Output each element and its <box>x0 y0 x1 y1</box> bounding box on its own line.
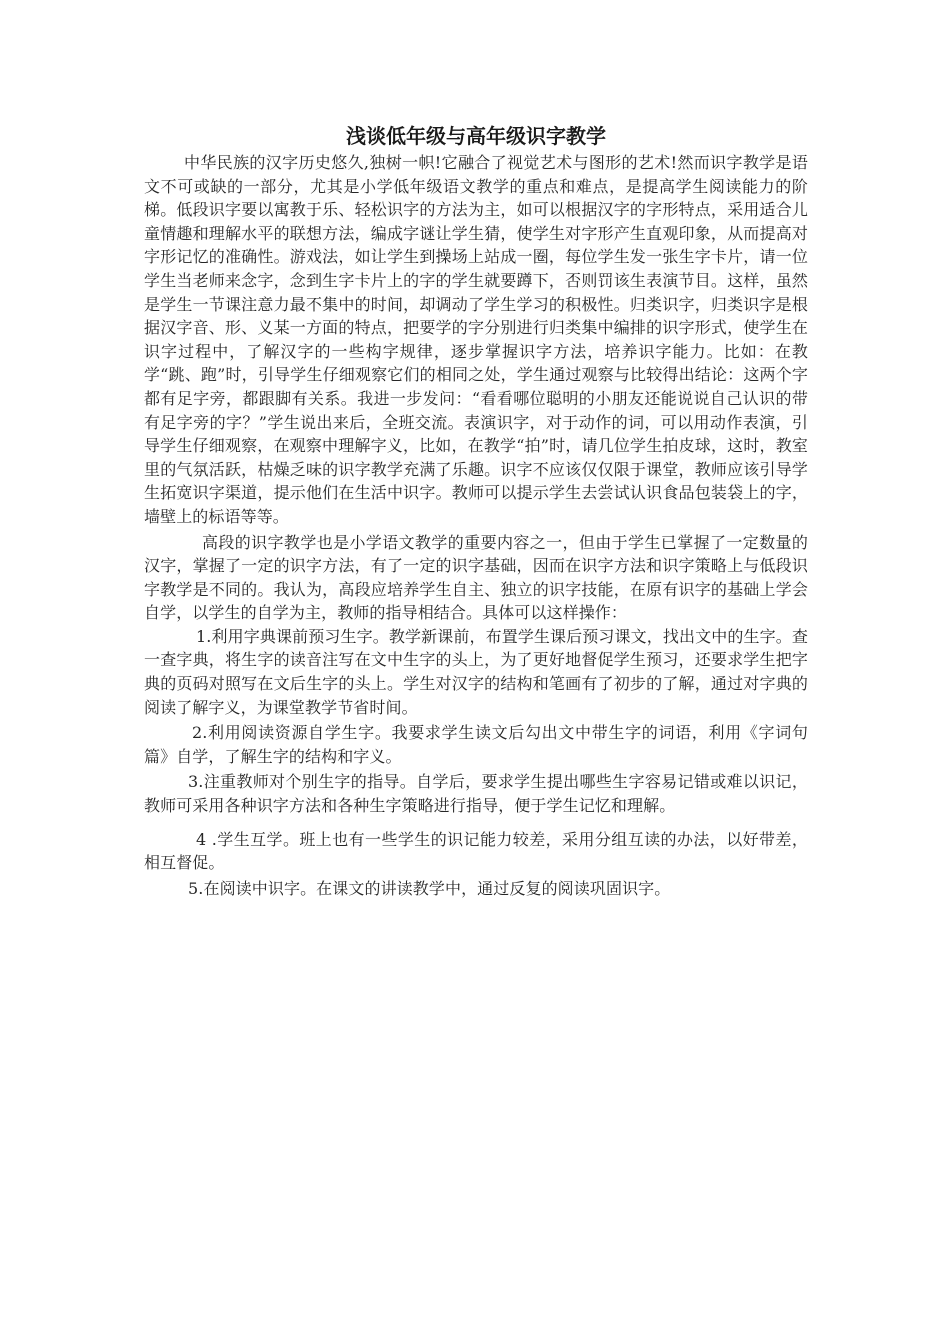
list-item-5: 5.在阅读中识字。在课文的讲读教学中，通过反复的阅读巩固识字。 <box>188 878 671 898</box>
paragraph-high-grade: 高段的识字教学也是小学语文教学的重要内容之一，但由于学生已掌握了一定数量的汉字，掌握了一定的识字方法，有了一定的识字基础，因而在识字方法和识字策略上与低段识字教学是不同的。我认为，高段应培养学生自主、独立的识字技能，在原有识字的基础上学会自学，以学生的自学为主，教师的指导相结合。具体可以这样操作： <box>144 532 808 623</box>
paragraph-low-grade: 中华民族的汉字历史悠久,独树一帜!它融合了视觉艺术与图形的艺术!然而识字教学是语文不可或缺的一部分，尤其是小学低年级语文教学的重点和难点，是提高学生阅读能力的阶梯。低段识字要以寓教于乐、轻松识字的方法为主，如可以根据汉字的字形特点，采用适合儿童情趣和理解水平的联想方法，编成字谜让学生猜，使学生对字形产生直观印象，从而提高对字形记忆的准确性。游戏法，如让学生到操场上站成一圈，每位学生发一张生字卡片，请一位学生当老师来念字，念到生字卡片上的字的学生就要蹲下，否则罚该生表演节目。这样，虽然是学生一节课注意力最不集中的时间，却调动了学生学习的积极性。归类识字，归类识字是根据汉字音、形、义某一方面的特点，把要学的字分别进行归类集中编排的识字形式，使学生在识字过程中，了解汉字的一些构字规律，逐步掌握识字方法，培养识字能力。比如：在教学“跳、跑”时，引导学生仔细观察它们的相同之处，学生通过观察与比较得出结论：这两个字都有足字旁，都跟脚有关系。我进一步发问：“看看哪位聪明的小朋友还能说说自己认识的带有足字旁的字？”学生说出来后，全班交流。表演识字，对于动作的词，可以用动作表演，引导学生仔细观察，在观察中理解字义，比如，在教学“拍”时，请几位学生拍皮球，这时，教室里的气氛活跃，枯燥乏味的识字教学充满了乐趣。识字不应该仅仅限于课堂，教师应该引导学生拓宽识字渠道，提示他们在生活中识字。教师可以提示学生去尝试认识食品包装袋上的字，墙壁上的标语等等。 <box>144 153 808 526</box>
document-page <box>144 121 808 900</box>
list-item-1: 1.利用字典课前预习生字。教学新课前，布置学生课后预习课文，找出文中的生字。查一查字典，将生字的读音注写在文中生字的头上，为了更好地督促学生预习，还要求学生把字典的页码对照写在文后生字的头上。学生对汉字的结构和笔画有了初步的了解，通过对字典的阅读了解字义，为课堂教学节省时间。 <box>144 626 808 717</box>
document-title: 浅谈低年级与高年级识字教学 <box>346 124 606 148</box>
list-item-2: 2.利用阅读资源自学生字。我要求学生读文后勾出文中带生字的词语，利用《字词句篇》自学，了解生字的结构和字义。 <box>144 723 808 766</box>
list-item-4: 4 .学生互学。班上也有一些学生的识记能力较差，采用分组互读的办法，以好带差，相互督促。 <box>144 829 808 873</box>
list-item-3: 3.注重教师对个别生字的指导。自学后，要求学生提出哪些生字容易记错或难以识记，教师可采用各种识字方法和各种生字策略进行指导，便于学生记忆和理解。 <box>144 772 808 816</box>
